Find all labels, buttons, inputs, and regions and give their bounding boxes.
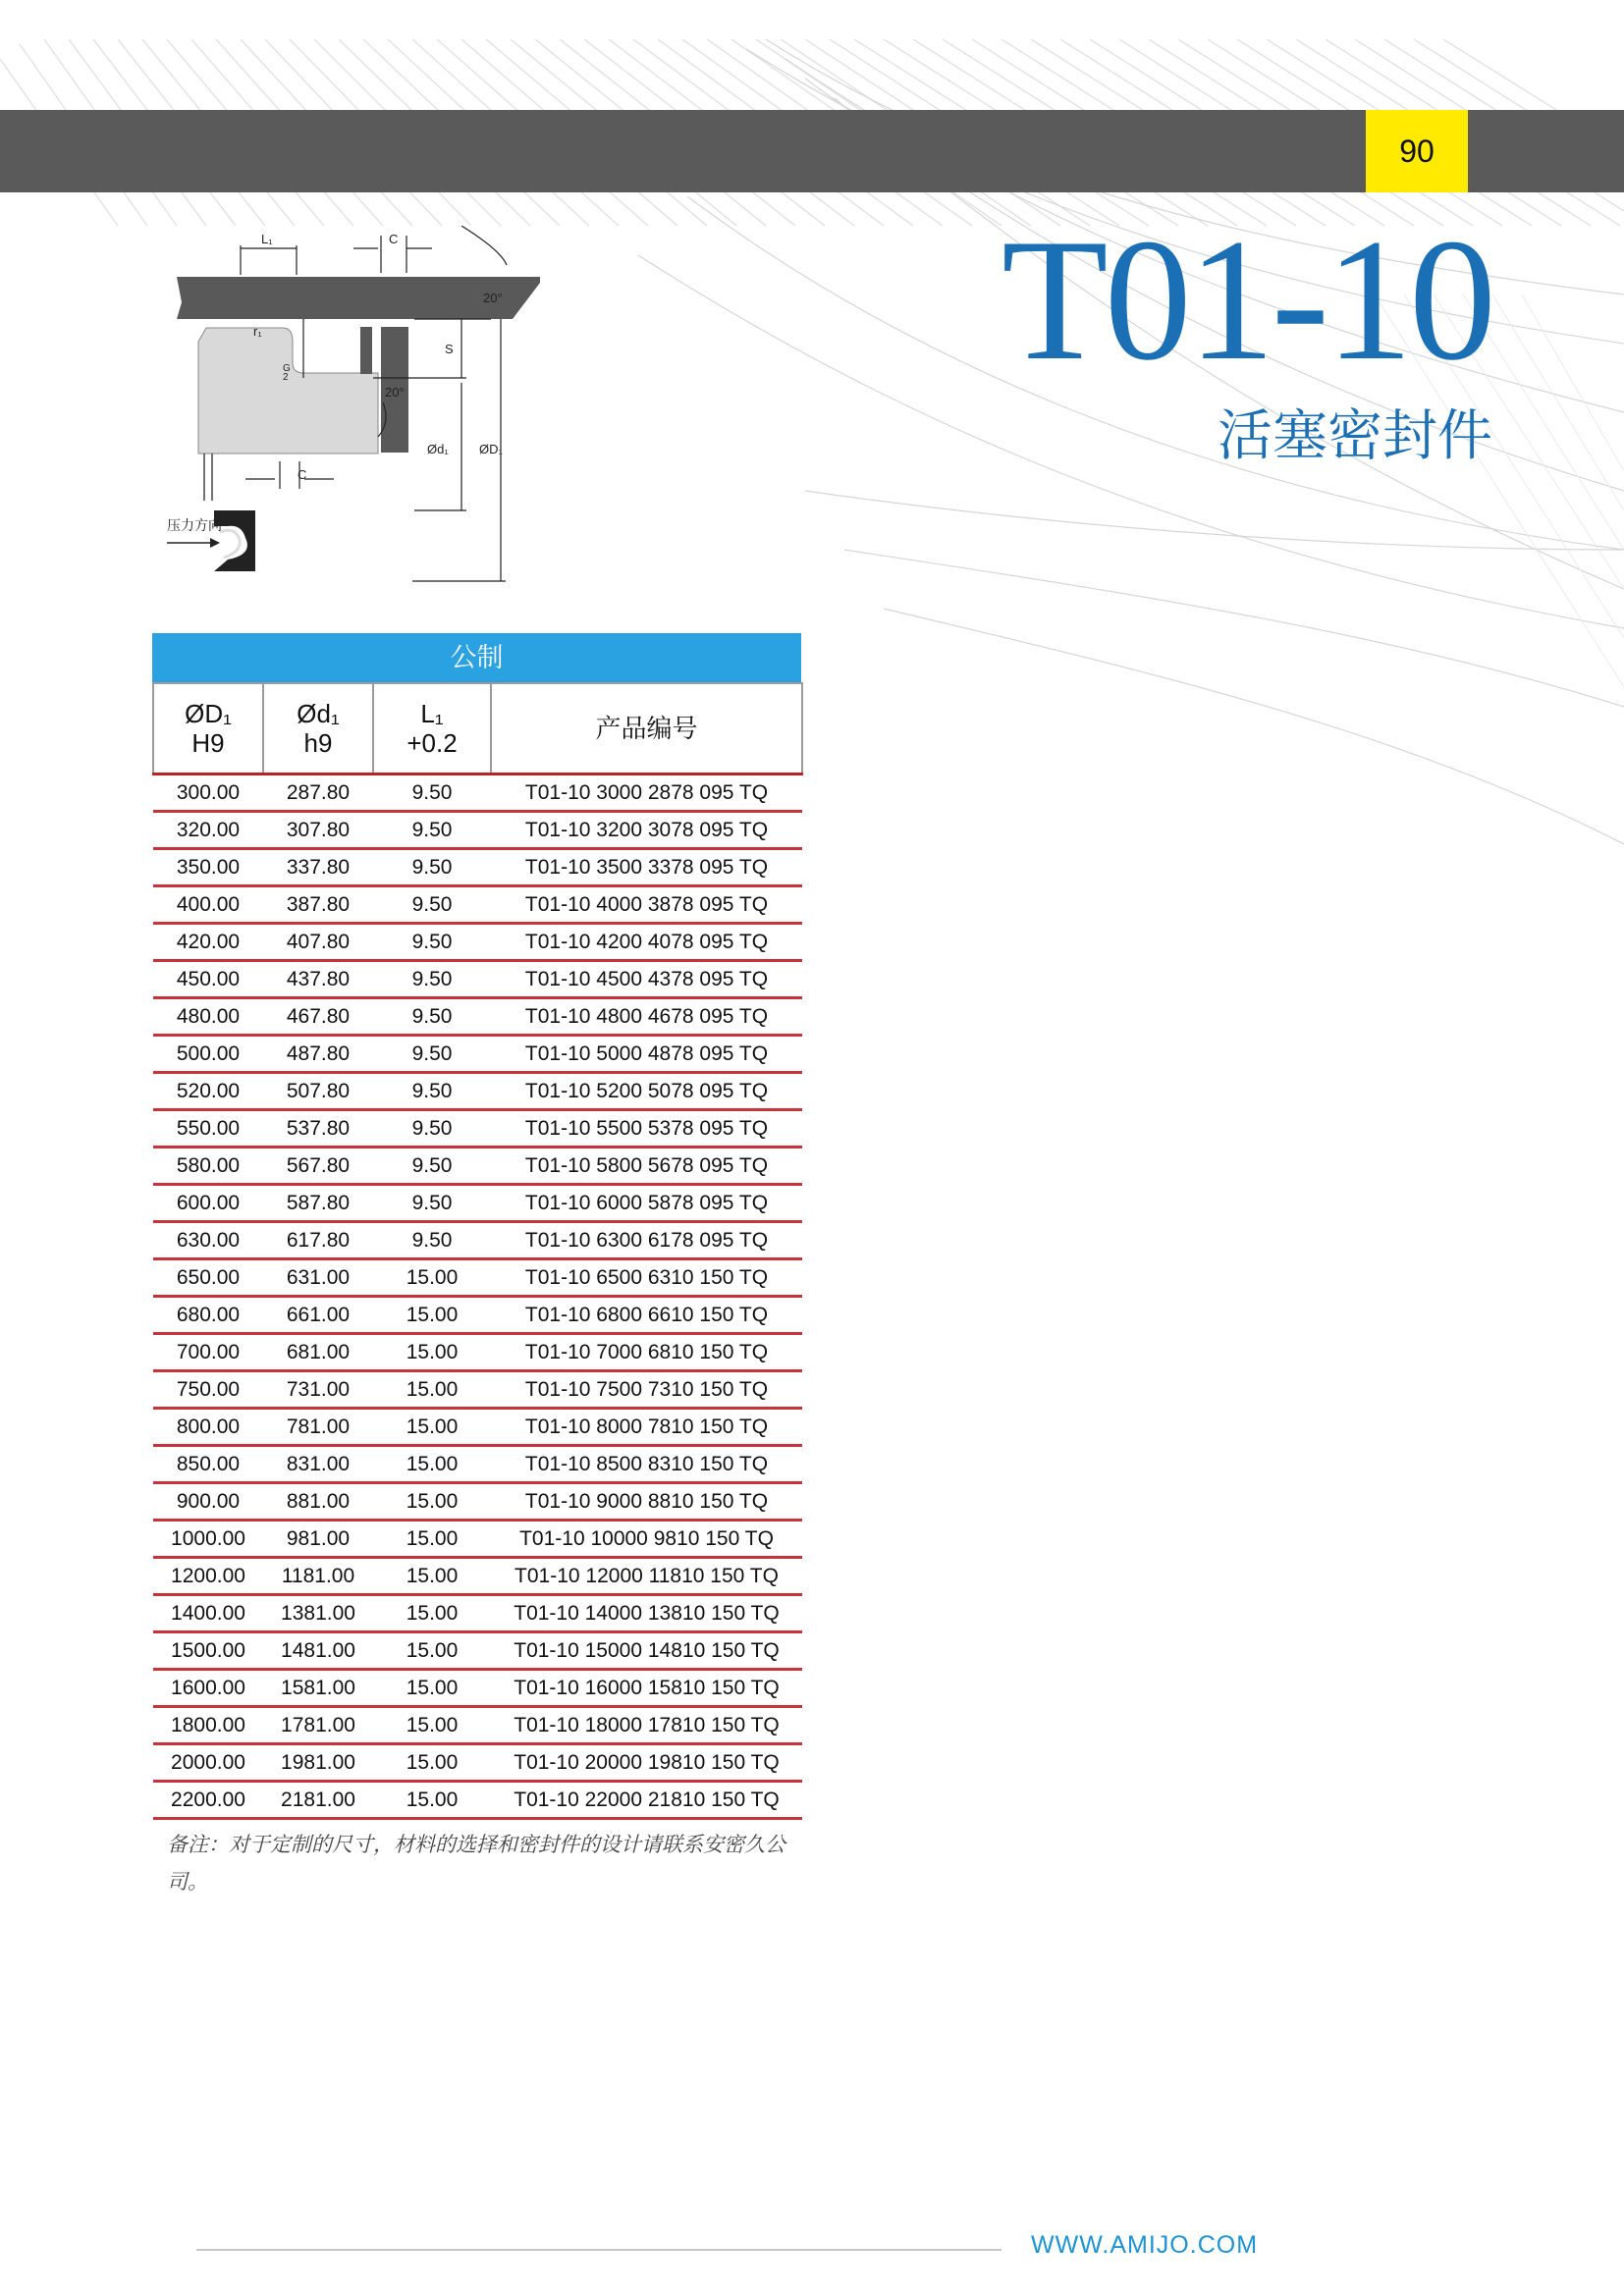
cell-outer-diameter: 350.00 — [153, 849, 263, 886]
cell-length: 15.00 — [373, 1521, 491, 1558]
cell-part-number: T01-10 6800 6610 150 TQ — [491, 1297, 802, 1334]
footnote: 备注：对于定制的尺寸，材料的选择和密封件的设计请联系安密久公司。 — [167, 1833, 785, 1894]
table-row — [153, 1707, 802, 1744]
cell-part-number: T01-10 7500 7310 150 TQ — [491, 1371, 802, 1409]
header-length: L₁ +0.2 — [373, 683, 491, 774]
cell-outer-diameter: 1500.00 — [153, 1632, 263, 1670]
table-row — [153, 1632, 802, 1670]
cell-outer-diameter: 800.00 — [153, 1409, 263, 1446]
cell-inner-diameter: 587.80 — [263, 1185, 373, 1222]
cell-inner-diameter: 2181.00 — [263, 1782, 373, 1819]
cell-outer-diameter: 1600.00 — [153, 1670, 263, 1707]
table-row — [153, 998, 802, 1036]
cell-outer-diameter: 630.00 — [153, 1222, 263, 1259]
table-row — [153, 1073, 802, 1110]
cell-inner-diameter: 307.80 — [263, 812, 373, 849]
table-row — [153, 1521, 802, 1558]
cell-outer-diameter: 400.00 — [153, 886, 263, 924]
cell-length: 15.00 — [373, 1297, 491, 1334]
header-inner-diameter: Ød₁ h9 — [263, 683, 373, 774]
cell-inner-diameter: 661.00 — [263, 1297, 373, 1334]
cell-outer-diameter: 1200.00 — [153, 1558, 263, 1595]
cell-outer-diameter: 750.00 — [153, 1371, 263, 1409]
cell-inner-diameter: 1981.00 — [263, 1744, 373, 1782]
cell-inner-diameter: 1781.00 — [263, 1707, 373, 1744]
label-c-bottom: C — [298, 467, 307, 482]
cell-length: 15.00 — [373, 1334, 491, 1371]
cell-inner-diameter: 617.80 — [263, 1222, 373, 1259]
seal-ring-shape — [360, 327, 372, 374]
cell-inner-diameter: 1181.00 — [263, 1558, 373, 1595]
cell-part-number: T01-10 6500 6310 150 TQ — [491, 1259, 802, 1297]
cell-part-number: T01-10 5500 5378 095 TQ — [491, 1110, 802, 1148]
cell-part-number: T01-10 4500 4378 095 TQ — [491, 961, 802, 998]
cell-inner-diameter: 731.00 — [263, 1371, 373, 1409]
cell-outer-diameter: 300.00 — [153, 774, 263, 812]
table-row — [153, 1371, 802, 1409]
cell-part-number: T01-10 20000 19810 150 TQ — [491, 1744, 802, 1782]
cell-length: 9.50 — [373, 1185, 491, 1222]
table-row — [153, 1446, 802, 1483]
table-row — [153, 1259, 802, 1297]
page-number-badge: 90 — [1366, 110, 1468, 192]
cell-outer-diameter: 450.00 — [153, 961, 263, 998]
table-body — [153, 774, 802, 1819]
cell-length: 15.00 — [373, 1558, 491, 1595]
cell-inner-diameter: 337.80 — [263, 849, 373, 886]
cell-outer-diameter: 500.00 — [153, 1036, 263, 1073]
cell-inner-diameter: 567.80 — [263, 1148, 373, 1185]
cell-part-number: T01-10 4800 4678 095 TQ — [491, 998, 802, 1036]
cell-length: 9.50 — [373, 1148, 491, 1185]
cell-part-number: T01-10 16000 15810 150 TQ — [491, 1670, 802, 1707]
header-part-number: 产品编号 — [491, 683, 802, 774]
label-r1: r₁ — [253, 324, 262, 339]
label-d-large: ØD₁ — [479, 442, 503, 456]
cell-part-number: T01-10 3000 2878 095 TQ — [491, 774, 802, 812]
cell-inner-diameter: 681.00 — [263, 1334, 373, 1371]
cell-outer-diameter: 1400.00 — [153, 1595, 263, 1632]
cell-length: 9.50 — [373, 812, 491, 849]
table-row — [153, 1558, 802, 1595]
cell-length: 15.00 — [373, 1259, 491, 1297]
label-s: S — [445, 342, 454, 356]
label-angle-top: 20° — [483, 291, 503, 305]
cell-part-number: T01-10 9000 8810 150 TQ — [491, 1483, 802, 1521]
product-subtitle: 活塞密封件 — [1218, 404, 1492, 468]
table-row — [153, 812, 802, 849]
cell-outer-diameter: 1800.00 — [153, 1707, 263, 1744]
cell-part-number: T01-10 6300 6178 095 TQ — [491, 1222, 802, 1259]
cell-length: 15.00 — [373, 1782, 491, 1819]
cell-part-number: T01-10 5000 4878 095 TQ — [491, 1036, 802, 1073]
cell-outer-diameter: 320.00 — [153, 812, 263, 849]
cell-length: 9.50 — [373, 998, 491, 1036]
cell-part-number: T01-10 7000 6810 150 TQ — [491, 1334, 802, 1371]
cell-length: 15.00 — [373, 1744, 491, 1782]
cell-part-number: T01-10 3200 3078 095 TQ — [491, 812, 802, 849]
cell-length: 9.50 — [373, 849, 491, 886]
table-row — [153, 1036, 802, 1073]
cell-inner-diameter: 487.80 — [263, 1036, 373, 1073]
cell-length: 9.50 — [373, 1222, 491, 1259]
cell-outer-diameter: 480.00 — [153, 998, 263, 1036]
cell-inner-diameter: 537.80 — [263, 1110, 373, 1148]
cell-length: 15.00 — [373, 1371, 491, 1409]
cell-outer-diameter: 850.00 — [153, 1446, 263, 1483]
table-row — [153, 1782, 802, 1819]
cell-part-number: T01-10 10000 9810 150 TQ — [491, 1521, 802, 1558]
cell-part-number: T01-10 8000 7810 150 TQ — [491, 1409, 802, 1446]
cell-inner-diameter: 507.80 — [263, 1073, 373, 1110]
cell-outer-diameter: 600.00 — [153, 1185, 263, 1222]
table-row — [153, 1297, 802, 1334]
cell-length: 9.50 — [373, 886, 491, 924]
cell-inner-diameter: 1581.00 — [263, 1670, 373, 1707]
cell-outer-diameter: 2000.00 — [153, 1744, 263, 1782]
cell-length: 9.50 — [373, 961, 491, 998]
cell-part-number: T01-10 15000 14810 150 TQ — [491, 1632, 802, 1670]
cell-outer-diameter: 520.00 — [153, 1073, 263, 1110]
cell-part-number: T01-10 4000 3878 095 TQ — [491, 886, 802, 924]
label-g: G 2 — [283, 363, 291, 383]
table-row — [153, 1409, 802, 1446]
footer-divider — [196, 2249, 1001, 2251]
cell-outer-diameter: 1000.00 — [153, 1521, 263, 1558]
table-row — [153, 961, 802, 998]
cell-length: 15.00 — [373, 1707, 491, 1744]
website-link[interactable]: WWW.AMIJO.COM — [1031, 2231, 1259, 2259]
cell-inner-diameter: 781.00 — [263, 1409, 373, 1446]
cell-length: 9.50 — [373, 1110, 491, 1148]
cell-inner-diameter: 437.80 — [263, 961, 373, 998]
label-l1: L₁ — [261, 232, 273, 246]
cell-length: 15.00 — [373, 1409, 491, 1446]
cell-length: 15.00 — [373, 1632, 491, 1670]
cell-inner-diameter: 831.00 — [263, 1446, 373, 1483]
cell-inner-diameter: 1481.00 — [263, 1632, 373, 1670]
seal-installation-diagram — [167, 226, 658, 589]
label-angle-mid: 20° — [385, 385, 405, 400]
table-row — [153, 1110, 802, 1148]
cell-part-number: T01-10 12000 11810 150 TQ — [491, 1558, 802, 1595]
cell-length: 15.00 — [373, 1670, 491, 1707]
cell-length: 15.00 — [373, 1446, 491, 1483]
table-row — [153, 849, 802, 886]
cell-inner-diameter: 631.00 — [263, 1259, 373, 1297]
cell-part-number: T01-10 5200 5078 095 TQ — [491, 1073, 802, 1110]
table-row — [153, 1148, 802, 1185]
table-row — [153, 924, 802, 961]
cell-part-number: T01-10 4200 4078 095 TQ — [491, 924, 802, 961]
cell-length: 9.50 — [373, 924, 491, 961]
cell-outer-diameter: 550.00 — [153, 1110, 263, 1148]
cell-part-number: T01-10 3500 3378 095 TQ — [491, 849, 802, 886]
cell-length: 15.00 — [373, 1595, 491, 1632]
cell-outer-diameter: 420.00 — [153, 924, 263, 961]
cell-outer-diameter: 2200.00 — [153, 1782, 263, 1819]
product-code-title: T01-10 — [1001, 202, 1492, 397]
cell-outer-diameter: 680.00 — [153, 1297, 263, 1334]
cell-length: 9.50 — [373, 774, 491, 812]
cell-outer-diameter: 580.00 — [153, 1148, 263, 1185]
cell-part-number: T01-10 14000 13810 150 TQ — [491, 1595, 802, 1632]
cell-length: 9.50 — [373, 1073, 491, 1110]
cell-length: 9.50 — [373, 1036, 491, 1073]
label-pressure-direction: 压力方向 — [167, 517, 222, 533]
header-outer-diameter: ØD₁ H9 — [153, 683, 263, 774]
cell-part-number: T01-10 6000 5878 095 TQ — [491, 1185, 802, 1222]
table-row — [153, 886, 802, 924]
table-section-title: 公制 — [152, 633, 801, 682]
cell-part-number: T01-10 8500 8310 150 TQ — [491, 1446, 802, 1483]
cell-outer-diameter: 900.00 — [153, 1483, 263, 1521]
cell-outer-diameter: 700.00 — [153, 1334, 263, 1371]
table-row — [153, 1185, 802, 1222]
cell-part-number: T01-10 5800 5678 095 TQ — [491, 1148, 802, 1185]
cell-inner-diameter: 467.80 — [263, 998, 373, 1036]
table-row — [153, 1595, 802, 1632]
cell-length: 15.00 — [373, 1483, 491, 1521]
cell-part-number: T01-10 22000 21810 150 TQ — [491, 1782, 802, 1819]
table-row — [153, 1670, 802, 1707]
cell-inner-diameter: 881.00 — [263, 1483, 373, 1521]
cell-inner-diameter: 981.00 — [263, 1521, 373, 1558]
table-row — [153, 1334, 802, 1371]
cell-outer-diameter: 650.00 — [153, 1259, 263, 1297]
cell-inner-diameter: 1381.00 — [263, 1595, 373, 1632]
table-row — [153, 774, 802, 812]
cell-part-number: T01-10 18000 17810 150 TQ — [491, 1707, 802, 1744]
table-row — [153, 1744, 802, 1782]
cell-inner-diameter: 407.80 — [263, 924, 373, 961]
table-row — [153, 1222, 802, 1259]
cell-inner-diameter: 287.80 — [263, 774, 373, 812]
cell-inner-diameter: 387.80 — [263, 886, 373, 924]
dimension-table — [152, 633, 801, 1820]
piston-body-shape — [198, 328, 378, 454]
label-c-top: C — [389, 232, 399, 246]
label-d-small: Ød₁ — [427, 442, 449, 456]
table-row — [153, 1483, 802, 1521]
